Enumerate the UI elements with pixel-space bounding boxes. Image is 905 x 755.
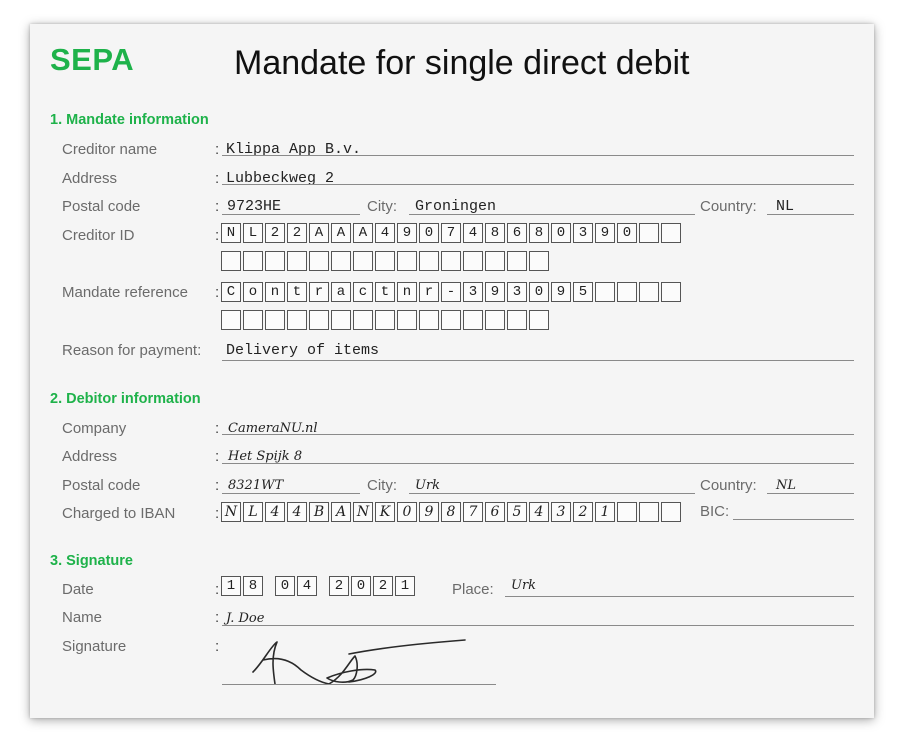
char-box: 4 xyxy=(297,576,317,596)
colon: : xyxy=(215,141,220,158)
char-box xyxy=(485,310,505,330)
char-box xyxy=(529,251,549,271)
char-box: 3 xyxy=(463,282,483,302)
char-box: 0 xyxy=(351,576,371,596)
char-box xyxy=(463,251,483,271)
place-value: Urk xyxy=(511,578,537,593)
char-box: 0 xyxy=(397,502,417,522)
debitor-city-label: City: xyxy=(367,477,397,494)
date-separator xyxy=(319,576,329,596)
char-box xyxy=(441,251,461,271)
char-box xyxy=(287,251,307,271)
char-box xyxy=(375,310,395,330)
date-separator xyxy=(265,576,275,596)
char-box: 8 xyxy=(485,223,505,243)
char-box: 4 xyxy=(287,502,307,522)
char-box: 9 xyxy=(485,282,505,302)
char-box xyxy=(419,310,439,330)
char-box: 8 xyxy=(243,576,263,596)
iban-boxes xyxy=(221,502,683,522)
char-box: a xyxy=(331,282,351,302)
char-box: 7 xyxy=(463,502,483,522)
creditor-id-boxes-row2 xyxy=(221,251,551,271)
char-box: 4 xyxy=(463,223,483,243)
char-box: 2 xyxy=(265,223,285,243)
char-box: 7 xyxy=(441,223,461,243)
char-box xyxy=(639,223,659,243)
char-box: 1 xyxy=(395,576,415,596)
char-box: 1 xyxy=(595,502,615,522)
char-box: N xyxy=(353,502,373,522)
char-box xyxy=(661,282,681,302)
char-box: L xyxy=(243,502,263,522)
char-box: - xyxy=(441,282,461,302)
section-heading-debitor: 2. Debitor information xyxy=(50,391,201,407)
char-box: n xyxy=(397,282,417,302)
colon: : xyxy=(215,284,220,301)
char-box: 3 xyxy=(551,502,571,522)
creditor-postal-label: Postal code xyxy=(62,198,141,215)
creditor-country-label: Country: xyxy=(700,198,757,215)
mandate-reference-label: Mandate reference xyxy=(62,284,188,301)
place-line xyxy=(505,596,854,597)
char-box: 2 xyxy=(373,576,393,596)
debitor-address-label: Address xyxy=(62,448,118,465)
char-box xyxy=(507,251,527,271)
char-box: 0 xyxy=(617,223,637,243)
char-box xyxy=(463,310,483,330)
colon: : xyxy=(215,170,220,187)
handwritten-signature xyxy=(249,636,499,688)
char-box: N xyxy=(221,502,241,522)
char-box: 2 xyxy=(329,576,349,596)
creditor-address-label: Address xyxy=(62,170,118,187)
char-box: L xyxy=(243,223,263,243)
char-box xyxy=(419,251,439,271)
mandate-reference-boxes-row2 xyxy=(221,310,551,330)
char-box: 8 xyxy=(441,502,461,522)
char-box: 2 xyxy=(573,502,593,522)
colon: : xyxy=(215,198,220,215)
debitor-city-line xyxy=(409,493,695,494)
debitor-address-value: Het Spijk 8 xyxy=(228,449,303,464)
mandate-form xyxy=(30,24,874,718)
creditor-address-line xyxy=(222,184,854,185)
section-heading-signature: 3. Signature xyxy=(50,553,133,569)
char-box xyxy=(441,310,461,330)
char-box xyxy=(397,310,417,330)
colon: : xyxy=(215,505,220,522)
creditor-country-line xyxy=(767,214,854,215)
char-box: c xyxy=(353,282,373,302)
char-box: 3 xyxy=(573,223,593,243)
debitor-country-label: Country: xyxy=(700,477,757,494)
page-title: Mandate for single direct debit xyxy=(234,44,690,82)
char-box xyxy=(661,502,681,522)
char-box xyxy=(287,310,307,330)
bic-line xyxy=(733,519,854,520)
char-box xyxy=(221,310,241,330)
colon: : xyxy=(215,638,220,655)
char-box: A xyxy=(331,502,351,522)
place-label: Place: xyxy=(452,581,494,598)
char-box xyxy=(265,251,285,271)
char-box: 9 xyxy=(595,223,615,243)
debitor-city-value: Urk xyxy=(415,478,441,493)
char-box xyxy=(485,251,505,271)
colon: : xyxy=(215,609,220,626)
char-box: B xyxy=(309,502,329,522)
char-box: 6 xyxy=(507,223,527,243)
creditor-id-label: Creditor ID xyxy=(62,227,135,244)
creditor-id-boxes xyxy=(221,223,683,243)
debitor-postal-value: 8321WT xyxy=(228,478,284,493)
company-value: CameraNU.nl xyxy=(228,421,318,436)
debitor-postal-line xyxy=(222,493,360,494)
name-line xyxy=(222,625,854,626)
char-box: 4 xyxy=(529,502,549,522)
char-box xyxy=(243,310,263,330)
debitor-country-value: NL xyxy=(776,478,797,493)
debitor-postal-label: Postal code xyxy=(62,477,141,494)
char-box xyxy=(309,310,329,330)
char-box: t xyxy=(375,282,395,302)
colon: : xyxy=(215,420,220,437)
creditor-postal-line xyxy=(222,214,360,215)
creditor-address-value: Lubbeckweg 2 xyxy=(226,170,335,187)
sepa-logo: SEPA xyxy=(50,42,135,77)
colon: : xyxy=(215,448,220,465)
char-box: 0 xyxy=(529,282,549,302)
char-box: N xyxy=(221,223,241,243)
name-value: J. Doe xyxy=(226,611,265,626)
char-box: 0 xyxy=(419,223,439,243)
char-box xyxy=(331,310,351,330)
char-box xyxy=(353,310,373,330)
char-box xyxy=(529,310,549,330)
char-box xyxy=(507,310,527,330)
char-box: A xyxy=(353,223,373,243)
date-label: Date xyxy=(62,581,94,598)
char-box: A xyxy=(331,223,351,243)
creditor-name-label: Creditor name xyxy=(62,141,158,158)
char-box xyxy=(331,251,351,271)
char-box xyxy=(661,223,681,243)
char-box: 1 xyxy=(221,576,241,596)
reason-line xyxy=(222,360,854,361)
char-box: o xyxy=(243,282,263,302)
iban-label: Charged to IBAN xyxy=(62,505,176,522)
creditor-city-label: City: xyxy=(367,198,397,215)
char-box: 6 xyxy=(485,502,505,522)
char-box xyxy=(353,251,373,271)
char-box xyxy=(375,251,395,271)
creditor-name-line xyxy=(222,155,854,156)
char-box: 0 xyxy=(551,223,571,243)
char-box xyxy=(639,282,659,302)
signature-label: Signature xyxy=(62,638,127,655)
char-box: 5 xyxy=(573,282,593,302)
char-box xyxy=(265,310,285,330)
debitor-country-line xyxy=(767,493,854,494)
creditor-name-value: Klippa App B.v. xyxy=(226,141,362,158)
creditor-city-value: Groningen xyxy=(415,198,497,215)
signature-line xyxy=(222,684,496,685)
date-boxes xyxy=(221,576,417,596)
creditor-postal-value: 9723HE xyxy=(227,198,282,215)
char-box xyxy=(243,251,263,271)
char-box: 2 xyxy=(287,223,307,243)
char-box xyxy=(617,502,637,522)
colon: : xyxy=(215,477,220,494)
char-box: 9 xyxy=(551,282,571,302)
char-box: A xyxy=(309,223,329,243)
char-box: n xyxy=(265,282,285,302)
char-box xyxy=(595,282,615,302)
creditor-city-line xyxy=(409,214,695,215)
company-line xyxy=(222,434,854,435)
char-box: 4 xyxy=(265,502,285,522)
colon: : xyxy=(215,581,220,598)
char-box xyxy=(617,282,637,302)
name-label: Name xyxy=(62,609,103,626)
char-box: 9 xyxy=(419,502,439,522)
reason-value: Delivery of items xyxy=(226,342,380,359)
char-box: 9 xyxy=(397,223,417,243)
char-box xyxy=(221,251,241,271)
char-box: K xyxy=(375,502,395,522)
char-box: 8 xyxy=(529,223,549,243)
char-box xyxy=(639,502,659,522)
creditor-country-value: NL xyxy=(776,198,795,215)
char-box: t xyxy=(287,282,307,302)
section-heading-mandate: 1. Mandate information xyxy=(50,112,209,128)
char-box: r xyxy=(309,282,329,302)
bic-label: BIC: xyxy=(700,503,730,520)
mandate-reference-boxes xyxy=(221,282,683,302)
company-label: Company xyxy=(62,420,127,437)
char-box: 4 xyxy=(375,223,395,243)
char-box xyxy=(309,251,329,271)
char-box xyxy=(397,251,417,271)
char-box: 0 xyxy=(275,576,295,596)
char-box: r xyxy=(419,282,439,302)
char-box: 3 xyxy=(507,282,527,302)
reason-label: Reason for payment: xyxy=(62,342,202,359)
char-box: C xyxy=(221,282,241,302)
debitor-address-line xyxy=(222,463,854,464)
colon: : xyxy=(215,227,220,244)
char-box: 5 xyxy=(507,502,527,522)
